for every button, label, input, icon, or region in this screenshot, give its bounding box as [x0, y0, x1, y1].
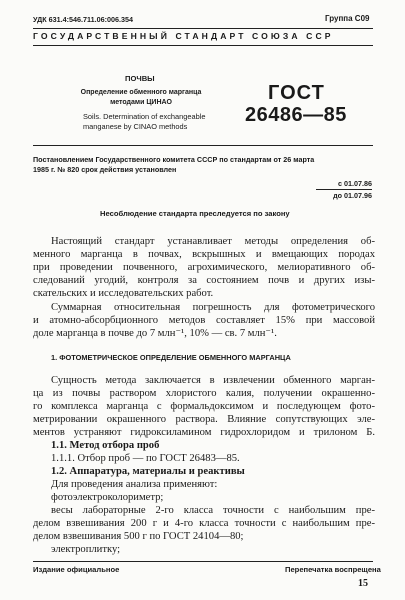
group-code: Группа С09 [325, 14, 370, 23]
subsection-1-2-intro: Для проведения анализа применяют: [51, 479, 218, 490]
section1-line: метрировании окрашенного раствора. Влияние сопутствующих эле- [33, 414, 375, 425]
intro-line: менного марганца в почвах, вскрышных и вмещающих породах [33, 249, 375, 260]
scales-line: делом взвешивания 500 г по ГОСТ 24104—80; [33, 531, 244, 542]
title-en-line2: manganese by CINAO methods [83, 122, 188, 131]
effective-to-date: до 01.07.96 [333, 191, 372, 200]
section1-line: Сущность метода заключается в извлечении обменного марган- [51, 375, 375, 386]
compliance-warning: Несоблюдение стандарта преследуется по закону [100, 209, 290, 218]
subsection-1-1-heading: 1.1. Метод отбора проб [51, 440, 160, 451]
standard-banner: ГОСУДАРСТВЕННЫЙ СТАНДАРТ СОЮЗА ССР [33, 31, 334, 41]
category-title: ПОЧВЫ [125, 74, 155, 83]
footer-rule [33, 561, 373, 562]
effective-from-date: с 01.07.86 [316, 179, 372, 190]
intro-line: Настоящий стандарт устанавливает методы определения об- [51, 236, 375, 247]
section1-line: ца из почвы раствором хлористого калия, получении окрашенно- [33, 388, 375, 399]
gost-number: 26486—85 [245, 104, 347, 126]
gost-label: ГОСТ [268, 82, 325, 104]
error-line: доле марганца в почве до 7 млн⁻¹, 10% — св. 7 млн⁻¹. [33, 328, 277, 339]
title-ru-line1: Определение обменного марганца [80, 89, 202, 96]
scales-line: делом взвешивания 200 г и 4-го класса точности с наибольшим пре- [33, 518, 375, 529]
title-rule [33, 145, 373, 146]
footer-official-edition: Издание официальное [33, 565, 120, 574]
item-photometer: фотоэлектроколориметр; [51, 492, 164, 503]
subsection-1-2-heading: 1.2. Аппаратура, материалы и реактивы [51, 466, 245, 477]
title-ru-line2: методами ЦИНАО [110, 99, 172, 106]
section1-line: ментов устраняют гидроксиламином гидрохлоридом и трилоном Б. [33, 427, 375, 438]
title-en-line1: Soils. Determination of exchangeable [83, 112, 206, 121]
error-line: и атомно-абсорбционного методов составляет 15% при массовой [33, 315, 375, 326]
intro-line: скательских и исследовательских работ. [33, 288, 214, 299]
header-rule-top [33, 28, 373, 29]
error-line: Суммарная относительная погрешность для фотометрического [51, 302, 375, 313]
scales-line: весы лабораторные 2-го класса точности с наибольшим пре- [51, 505, 375, 516]
page-number: 15 [358, 578, 368, 589]
header-rule-bottom [33, 45, 373, 46]
footer-reprint-prohibited: Перепечатка воспрещена [285, 565, 381, 574]
subsection-1-1-1: 1.1.1. Отбор проб — по ГОСТ 26483—85. [51, 453, 240, 464]
section1-heading: 1. ФОТОМЕТРИЧЕСКОЕ ОПРЕДЕЛЕНИЕ ОБМЕННОГО МАРГАНЦА [51, 353, 291, 362]
section1-line: го комплекса марганца с формальдоксимом и последующем фото- [33, 401, 375, 412]
intro-line: при проведении почвенного, агрохимического, мелиоративного об- [33, 262, 375, 273]
item-stove: электроплитку; [51, 544, 121, 555]
udk-code: УДК 631.4:546.711.06:006.354 [33, 15, 133, 24]
intro-line: следований угодий, контроля за состоянием почв и других изы- [33, 275, 375, 286]
resolution-line1: Постановлением Государственного комитета СССР по стандартам от 26 марта [33, 155, 315, 164]
resolution-line2: 1985 г. № 820 срок действия установлен [33, 165, 177, 174]
